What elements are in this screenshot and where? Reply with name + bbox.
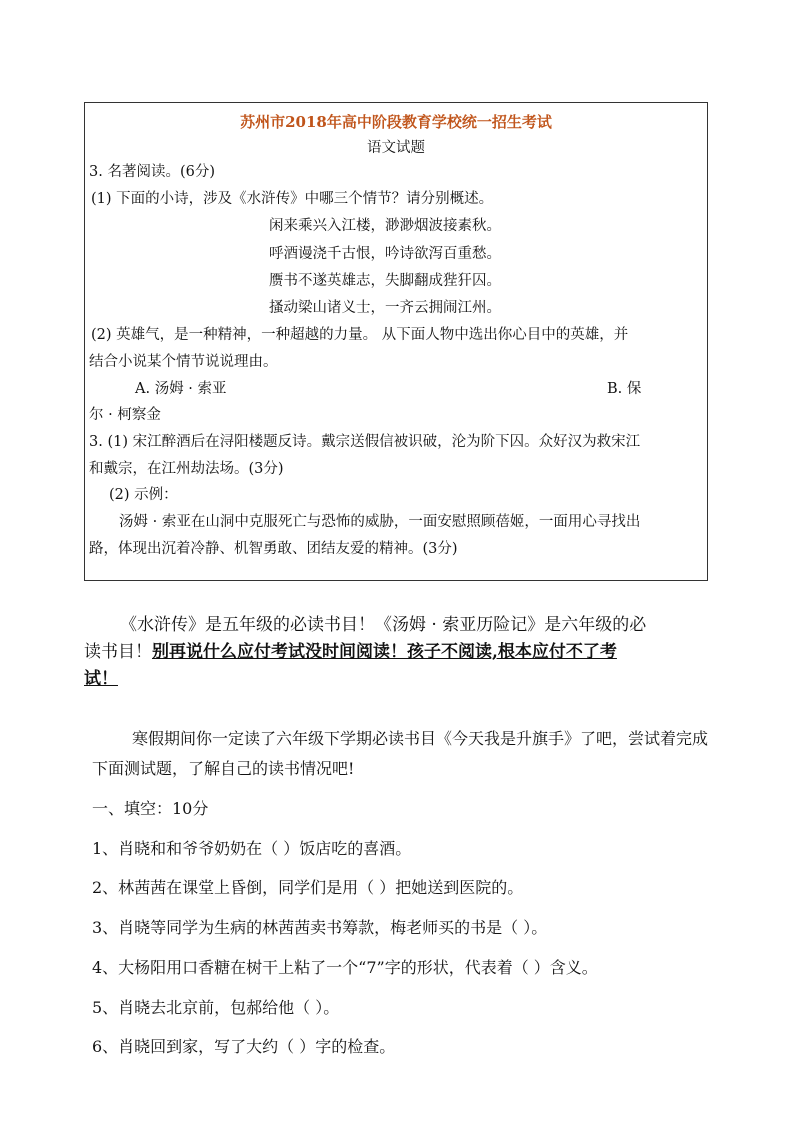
poem-line: 赝书不遂英雄志，失脚翻成狴犴囚。 [269, 273, 501, 289]
exam-title: 苏州市2018年高中阶段教育学校统一招生考试 [240, 113, 552, 131]
winter-line2: 下面测试题，了解自己的读书情况吧! [92, 759, 355, 778]
fill-item: 2、林茜茜在课堂上昏倒，同学们是用（ ）把她送到医院的。 [92, 878, 524, 897]
option-b-continued: 尔 · 柯察金 [89, 407, 161, 423]
intro-line1: 《水浒传》是五年级的必读书目！《汤姆 · 索亚历险记》是六年级的必 [120, 615, 647, 635]
answer-2-line1: 汤姆 · 索亚在山洞中克服死亡与恐怖的威胁，一面安慰照顾蓓姬，一面用心寻找出 [119, 514, 641, 530]
fill-item: 3、肖晓等同学为生病的林茜茜卖书筹款，梅老师买的书是（ ）。 [92, 918, 548, 937]
winter-line1: 寒假期间你一定读了六年级下学期必读书目《今天我是升旗手》了吧，尝试着完成 [132, 729, 709, 748]
poem-line: 闲来乘兴入江楼，渺渺烟波接素秋。 [269, 218, 501, 234]
fill-item: 4、大杨阳用口香糖在树干上粘了一个“7”字的形状，代表着（ ）含义。 [92, 958, 598, 977]
q3-part1: (1) 下面的小诗，涉及《水浒传》中哪三个情节？请分别概述。 [91, 191, 494, 207]
poem-line: 呼酒谩浇千古恨，吟诗欲泻百重愁。 [269, 246, 501, 262]
intro-line2-plain: 读书目！ [84, 642, 152, 662]
answer-1-line2: 和戴宗，在江州劫法场。(3分) [89, 461, 284, 477]
answer-2-label: (2) 示例： [109, 487, 178, 503]
exam-excerpt-box [84, 102, 708, 581]
answer-1-line1: 3. (1) 宋江醉酒后在浔阳楼题反诗。戴宗送假信被识破，沦为阶下囚。众好汉为救宋江 [89, 434, 641, 450]
option-b: B. 保 [607, 381, 642, 397]
intro-line2 [84, 641, 617, 663]
option-a: A. 汤姆 · 索亚 [135, 381, 227, 397]
q3-heading: 3. 名著阅读。(6分) [89, 164, 215, 180]
intro-emphasis: 别再说什么应付考试没时间阅读！孩子不阅读,根本应付不了考 [152, 642, 617, 662]
q3-part2-line1: (2) 英雄气，是一种精神，一种超越的力量。 从下面人物中选出你心目中的英雄，并 [91, 327, 629, 343]
fill-heading: 一、填空：10分 [92, 799, 209, 818]
poem-line: 搔动梁山诸义士，一齐云拥闹江州。 [269, 300, 501, 316]
answer-2-line2: 路，体现出沉着冷静、机智勇敢、团结友爱的精神。(3分) [89, 541, 458, 557]
fill-item: 6、肖晓回到家，写了大约（ ）字的检查。 [92, 1037, 396, 1056]
fill-item: 1、肖晓和和爷爷奶奶在（ ）饭店吃的喜酒。 [92, 839, 412, 858]
exam-subtitle: 语文试题 [367, 140, 425, 156]
q3-part2-line2: 结合小说某个情节说说理由。 [89, 354, 278, 370]
intro-emphasis-end: 试！ [84, 669, 118, 689]
fill-item: 5、肖晓去北京前，包郝给他（ ）。 [92, 998, 340, 1017]
